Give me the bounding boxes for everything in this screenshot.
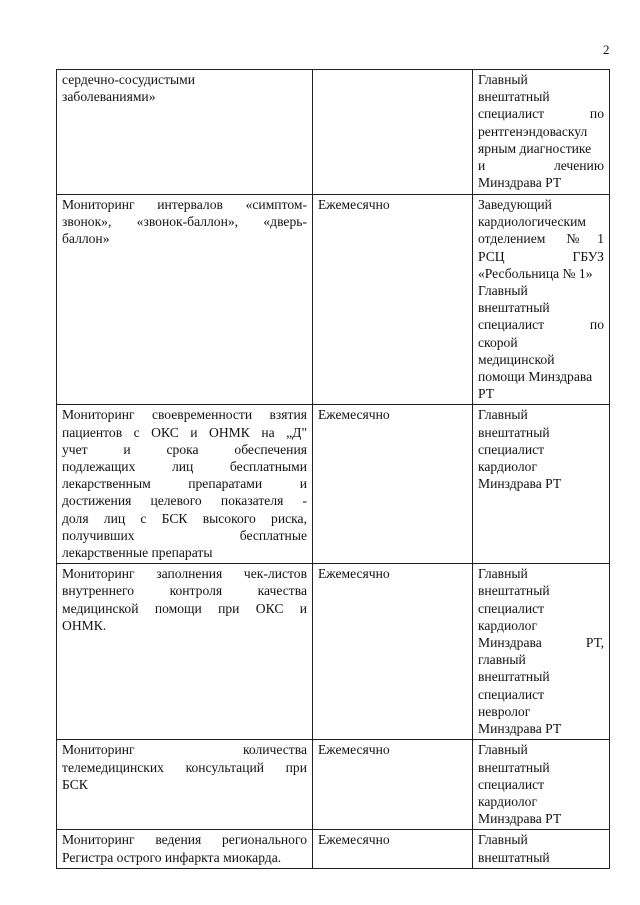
- activity-text-line: баллон»: [62, 231, 110, 247]
- activity-text-line: пациентов с ОКС и ОНМК на „Д": [62, 424, 307, 440]
- frequency-cell: Ежемесячно: [313, 405, 473, 564]
- activity-text-line: лекарственным препаратами и: [62, 476, 307, 492]
- responsible-text-line: внештатный: [478, 849, 550, 865]
- responsible-text-line: специалист по: [478, 317, 604, 333]
- responsible-text-line: помощи Минздрава: [478, 369, 593, 385]
- frequency-cell: Ежемесячно: [313, 195, 473, 405]
- responsible-text-line: Заведующий: [478, 197, 552, 212]
- responsible-text-line: кардиологическим: [478, 214, 587, 230]
- activity-cell: [57, 70, 313, 195]
- activity-cell: [57, 830, 313, 868]
- responsible-text-line: внештатный: [478, 669, 550, 685]
- responsible-text-line: специалист: [478, 686, 545, 702]
- activity-text-line: сердечно-сосудистыми: [62, 72, 196, 87]
- responsible-cell: [473, 70, 610, 195]
- activity-text-line: БСК: [62, 776, 88, 792]
- responsible-text-line: Минздрава РТ: [478, 476, 562, 492]
- activity-text-line: Мониторинг своевременности взятия: [62, 407, 307, 423]
- activity-text-line: учет и срока обеспечения: [62, 441, 307, 457]
- responsible-text-line: специалист: [478, 776, 545, 792]
- responsible-cell: [473, 195, 610, 405]
- activity-text-line: телемедицинских консультаций при: [62, 759, 307, 775]
- responsible-cell: [473, 740, 610, 830]
- responsible-text-line: невролог: [478, 703, 531, 719]
- activity-text-line: получивших бесплатные: [62, 527, 307, 543]
- responsible-text-line: Минздрава РТ: [478, 811, 562, 827]
- activity-text-line: ОНМК.: [62, 617, 107, 633]
- responsible-text-line: внештатный: [478, 300, 550, 316]
- responsible-text-line: Главный: [478, 72, 528, 87]
- responsible-text-line: кардиолог: [478, 459, 538, 475]
- responsible-text-line: внештатный: [478, 424, 550, 440]
- responsible-text-line: РТ: [478, 386, 495, 402]
- activity-text-line: Мониторинг количества: [62, 742, 307, 758]
- responsible-text-line: кардиолог: [478, 793, 538, 809]
- activity-text-line: лекарственные препараты: [62, 545, 213, 561]
- table-row: [57, 70, 610, 195]
- responsible-text-line: Главный: [478, 832, 528, 848]
- responsible-cell: [473, 564, 610, 740]
- responsible-text-line: скорой: [478, 334, 518, 350]
- responsible-text-line: и лечению: [478, 158, 604, 174]
- activity-text-line: звонок», «звонок-баллон», «дверь-: [62, 214, 307, 230]
- responsible-text-line: внештатный: [478, 89, 550, 105]
- frequency-cell: [313, 70, 473, 195]
- activity-cell: [57, 195, 313, 405]
- activity-cell: [57, 740, 313, 830]
- responsible-text-line: Минздрава РТ: [478, 721, 562, 737]
- responsible-text-line: «Ресбольница № 1»: [478, 265, 593, 281]
- page-number: 2: [603, 42, 610, 57]
- activity-text-line: Мониторинг ведения регионального: [62, 832, 307, 848]
- table-row: [57, 564, 610, 740]
- responsible-text-line: Минздрава РТ,: [478, 635, 604, 651]
- table-row: [57, 740, 610, 830]
- responsible-cell: [473, 830, 610, 868]
- responsible-text-line: медицинской: [478, 351, 555, 367]
- table-row: [57, 405, 610, 564]
- activity-text-line: достижения целевого показателя -: [62, 493, 307, 509]
- responsible-text-line: Главный: [478, 283, 528, 299]
- responsible-text-line: Главный: [478, 742, 528, 758]
- activity-text-line: Мониторинг заполнения чек-листов: [62, 566, 307, 582]
- frequency-cell: Ежемесячно: [313, 830, 473, 868]
- responsible-text-line: РСЦ ГБУЗ: [478, 248, 604, 264]
- responsible-text-line: ярным диагностике: [478, 140, 592, 156]
- responsible-cell: [473, 405, 610, 564]
- activity-text-line: медицинской помощи при ОКС и: [62, 600, 307, 616]
- frequency-cell: Ежемесячно: [313, 564, 473, 740]
- responsible-text-line: Минздрава РТ: [478, 175, 562, 191]
- table-row: [57, 195, 610, 405]
- activity-text-line: Регистра острого инфаркта миокарда.: [62, 849, 282, 865]
- frequency-cell: Ежемесячно: [313, 740, 473, 830]
- responsible-text-line: внештатный: [478, 583, 550, 599]
- activity-text-line: внутреннего контроля качества: [62, 583, 307, 599]
- activity-cell: [57, 564, 313, 740]
- responsible-text-line: отделением №1: [478, 231, 604, 247]
- table-row: [57, 830, 610, 868]
- responsible-text-line: главный: [478, 652, 526, 668]
- responsible-text-line: специалист: [478, 441, 545, 457]
- activity-text-line: заболеваниями»: [62, 89, 156, 105]
- activity-text-line: подлежащих лиц бесплатными: [62, 459, 307, 475]
- responsible-text-line: специалист: [478, 600, 545, 616]
- responsible-text-line: Главный: [478, 566, 528, 582]
- activity-cell: [57, 405, 313, 564]
- responsible-text-line: Главный: [478, 407, 528, 423]
- activity-text-line: доля лиц с БСК высокого риска,: [62, 510, 307, 526]
- responsible-text-line: кардиолог: [478, 617, 538, 633]
- responsible-text-line: специалист по: [478, 106, 604, 122]
- responsible-text-line: рентгенэндоваскул: [478, 123, 588, 139]
- monitoring-plan-table: [56, 69, 610, 869]
- responsible-text-line: внештатный: [478, 759, 550, 775]
- activity-text-line: Мониторинг интервалов «симптом-: [62, 197, 307, 212]
